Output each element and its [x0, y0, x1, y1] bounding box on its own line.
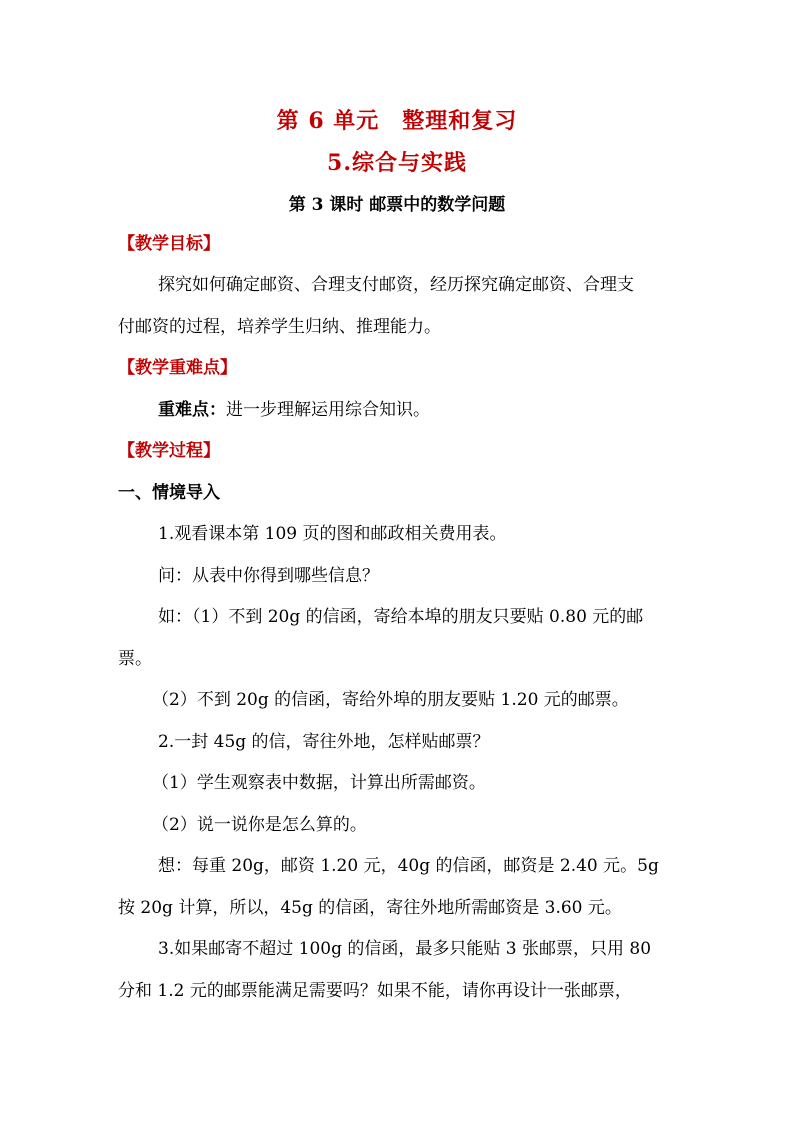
process-line: 2.一封 45g 的信，寄往外地，怎样贴邮票？	[158, 732, 490, 752]
goals-heading: 【教学目标】	[118, 234, 220, 254]
process-line: 1.观看课本第 109 页的图和邮政相关费用表。	[158, 524, 507, 544]
unit-title: 第 6 单元 整理和复习	[276, 108, 518, 134]
process-line: 票。	[118, 649, 152, 669]
process-line: 如：（1）不到 20g 的信函，寄给本埠的朋友只要贴 0.80 元的邮	[158, 607, 644, 627]
process-line: 想：每重 20g，邮资 1.20 元，40g 的信函，邮资是 2.40 元。5g	[158, 856, 659, 876]
process-line: 3.如果邮寄不超过 100g 的信函，最多只能贴 3 张邮票，只用 80	[158, 939, 652, 959]
section-title: 5.综合与实践	[327, 150, 467, 176]
key-points-heading: 【教学重难点】	[118, 358, 237, 378]
process-line: （2）不到 20g 的信函，寄给外埠的朋友要贴 1.20 元的邮票。	[152, 690, 629, 710]
process-line: （1）学生观察表中数据，计算出所需邮资。	[152, 773, 486, 793]
process-line: 问：从表中你得到哪些信息？	[158, 566, 379, 586]
process-heading: 【教学过程】	[118, 441, 220, 461]
key-points-paragraph	[158, 398, 718, 422]
goals-text-line-1: 探究如何确定邮资、合理支付邮资，经历探究确定邮资、合理支	[158, 275, 634, 295]
part1-heading: 一、情境导入	[118, 483, 220, 503]
goals-text-line-2: 付邮资的过程，培养学生归纳、推理能力。	[118, 317, 441, 337]
process-line: 分和 1.2 元的邮票能满足需要吗？如果不能，请你再设计一张邮票，	[118, 981, 632, 1001]
process-line: 按 20g 计算，所以，45g 的信函，寄往外地所需邮资是 3.60 元。	[118, 898, 622, 918]
key-points-label: 重难点：	[158, 400, 226, 420]
lesson-title: 第 3 课时 邮票中的数学问题	[288, 195, 506, 215]
process-line: （2）说一说你是怎么算的。	[152, 815, 367, 835]
key-points-text: 进一步理解运用综合知识。	[226, 400, 430, 420]
